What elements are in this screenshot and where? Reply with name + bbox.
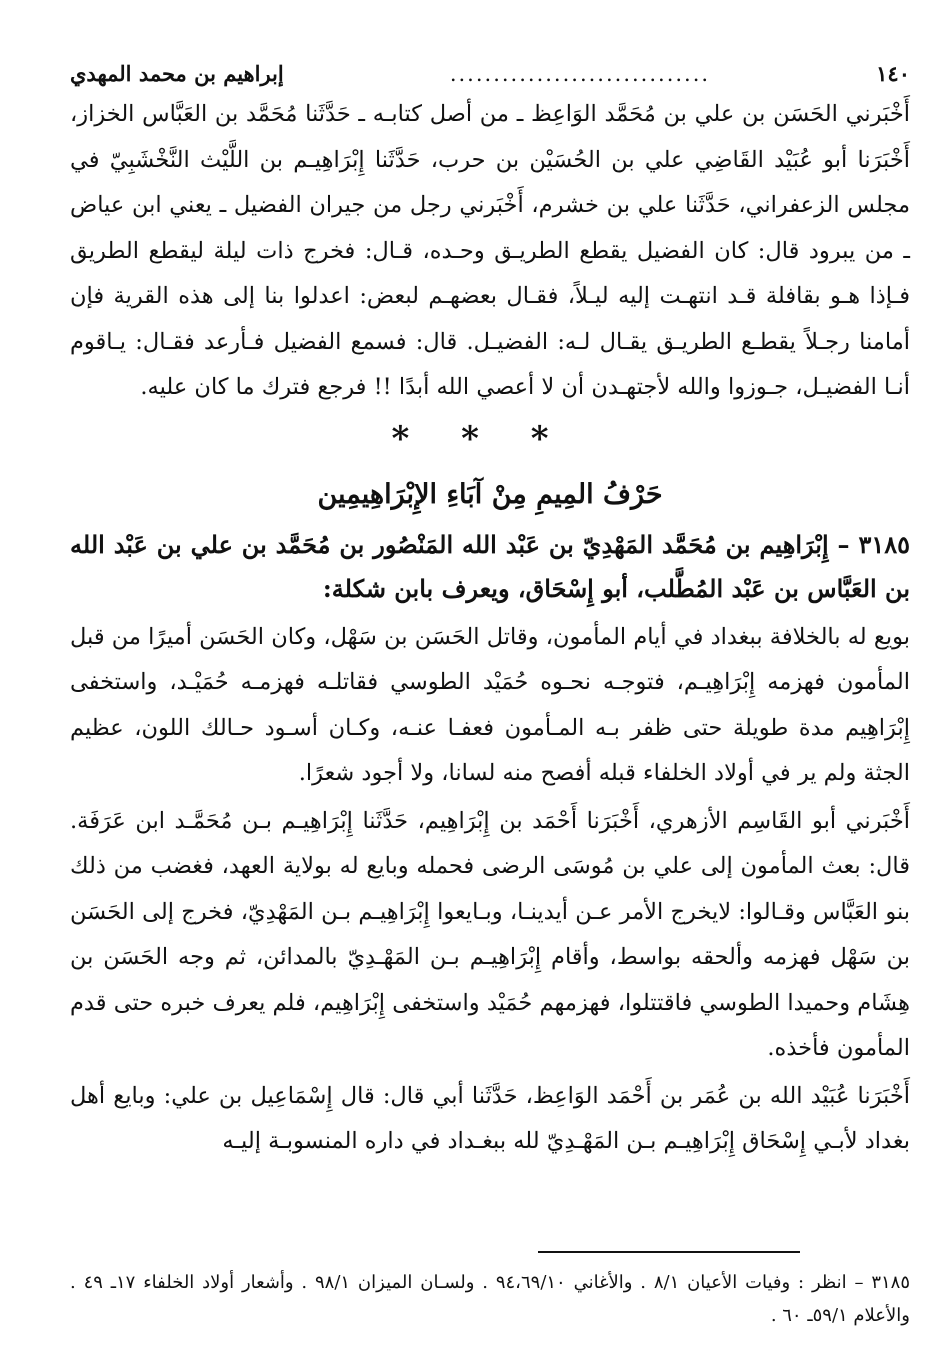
entry-number: ٣١٨٥: [858, 529, 910, 559]
page-number: ١٤٠: [876, 61, 910, 86]
narration-paragraph-fudayl: أَخْبَرني الحَسَن بن علي بن مُحَمَّد الوَاعِظ ـ من أصل كتابـه ـ حَدَّثَنا مُحَمَّد بن العَبَّاس الخزاز، أَخْبَرَنا أبو عُبَيْد القَاضِي علي بن الحُسَيْن بن حرب، حَدَّثَنا إِبْرَاهِيـم بن اللَّيْث النَّخْشَبِيّ في مجلس الزعفراني، حَدَّثَنا علي بن خشرم، أَخْبَرني رجل من جيران الفضيل ـ يعني ابن عياض ـ من يبرود قال: كان الفضيل يقطع الطريـق وحـده، قـال: فخرج ذات ليلة ليقطع الطريق فـإذا هـو بقافلة قـد انتهـت إليه ليـلاً، فقـال بعضهـم لبعض: اعدلوا بنا إلى هذه القرية فإن أمامنا رجـلاً يقطـع الطريـق يقـال لـه: الفضيـل. قال: فسمع الفضيل فـأرعد فقـال: يـاقوم أنـا الفضيـل، جـوزوا والله لأجتهـدن أن لا أعصي الله أبدًا !! فرجع فترك ما كان عليه.: [70, 101, 910, 400]
biography-paragraph: بويع له بالخلافة ببغداد في أيام المأمون، وقاتل الحَسَن بن سَهْل، وكان الحَسَن أميرًا من قبل المأمون فهزمه إِبْرَاهِيـم، فتوجـه نحـوه حُمَيْد الطوسي فقاتلـه فهزمـه حُمَيْـد، واستخفى إِبْرَاهِيم مدة طويلة حتى ظفر بـه المـأمون فعفـا عنـه، وكـان أسـود حـالك اللون، عظيم الجثة ولم ير في أولاد الخلفاء قبله أفصح منه لسانا، ولا أجود شعرًا.: [70, 623, 910, 786]
narration-paragraph-azhari: أَخْبَرني أبو القَاسِم الأزهري، أَخْبَرَنا أَحْمَد بن إِبْرَاهِيم، حَدَّثَنا إِبْرَاهِيـم بـن مُحَمَّـد ابن عَرَفَة. قال: بعث المأمون إلى علي بن مُوسَى الرضى فحمله وبايع له بولاية العهد، فغضب من ذلك بنو العَبَّاس وقـالوا: لايخرج الأمر عـن أيدينـا، وبـايعوا إِبْرَاهِيـم بـن المَهْدِيّ، فخرج إلى الحَسَن بن سَهْل فهزمه وألحقه بواسط، وأقام إِبْرَاهِيـم بـن المَهْـدِيّ بالمدائن، ثم وجه الحَسَن بن هِشَام وحميدا الطوسي فاقتتلوا، فهزمهم حُمَيْد واستخفى إِبْرَاهِيم، فلم يعرف خبره حتى قدم المأمون فأخذه.: [70, 807, 910, 1061]
section-title: حَرْفُ المِيمِ مِنْ آبَاءِ الإِبْرَاهِيمِين: [317, 478, 663, 510]
page-content: [70, 56, 910, 1165]
running-header: [70, 56, 910, 92]
footnote-text: ٣١٨٥ – انظر : وفيات الأعيان ٨/١ . والأغاني ٩٤،٦٩/١٠ . ولسـان الميزان ٩٨/١ . وأشعار أولاد الخلفاء ١٧ـ ٤٩ . والأعلام ٥٩/١ـ ٦٠ .: [70, 1272, 911, 1326]
entry-heading: [70, 523, 910, 611]
footnote-area: [70, 1266, 910, 1332]
entry-heading-text: إِبْرَاهِيم بن مُحَمَّد المَهْدِيّ بن عَبْد الله المَنْصُور بن مُحَمَّد بن علي بن عَبْد الله بن العَبَّاس بن عَبْد المُطَّلب، أبو إِسْحَاق، ويعرف بابن شكلة:: [70, 529, 910, 603]
footnote-rule: [538, 1251, 800, 1253]
running-title: إبراهيم بن محمد المهدي: [70, 61, 284, 86]
header-dot-leader: ..............................: [449, 62, 711, 86]
section-separator: * * *: [391, 418, 569, 459]
narration-paragraph-waiz: أَخْبَرَنا عُبَيْد الله بن عُمَر بن أَحْمَد الوَاعِظ، حَدَّثَنا أبي قال: قال إِسْمَاعِيل بن علي: وبايع أهل بغداد لأبـي إِسْحَاق إِبْرَاهِيـم بـن المَهْـدِيّ لله ببغـداد في داره المنسوبـة إليـه: [70, 1082, 910, 1154]
entry-dash: –: [828, 529, 859, 559]
